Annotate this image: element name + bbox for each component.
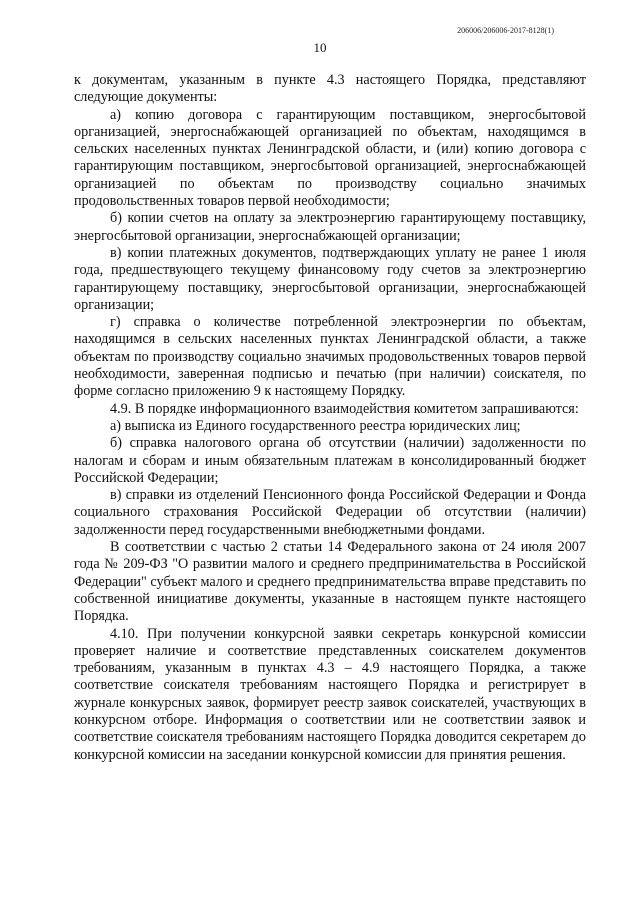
paragraph-federal-law: В соответствии с частью 2 статьи 14 Федерального закона от 24 июля 2007 года № 209-ФЗ "О развитии малого и среднего предпринимательства в Российской Федерации" субъект малого и среднего предпринимательства вправе представить по собственной инициативе документы, указанные в настоящем пункте настоящего Порядка. [74,539,586,625]
document-body [74,72,586,764]
document-id: 206006/206006-2017-8128(1) [457,26,554,35]
paragraph-item-g-certificate: г) справка о количестве потребленной электроэнергии по объектам, находящимся в сельских населенных пунктах Ленинградской области, а также объектам по производству социально значимых продовольственных товаров первой необходимости, заверенная подписью и печатью (при наличии) соискателя, по форме согласно приложению 9 к настоящему Порядку. [74,314,586,400]
paragraph-section-4-10: 4.10. При получении конкурсной заявки секретарь конкурсной комиссии проверяет наличие и соответствие представленных соискателем документов требованиям, указанным в пунктах 4.3 – 4.9 настоящего Порядка, а также соответствие соискателя требованиям настоящего Порядка и регистрирует в журнале конкурсных заявок, формирует реестр заявок соискателей, участвующих в конкурсном отборе. Информация о соответствии или не соответствии заявок и соответствие соискателя требованиям настоящего Порядка доводится секретарем до конкурсной комиссии на заседании конкурсной комиссии для принятия решения. [74,625,586,763]
paragraph-item-a-extract: а) выписка из Единого государственного реестра юридических лиц; [110,417,521,434]
paragraph-intro: к документам, указанным в пункте 4.3 настоящего Порядка, представляют следующие документы: [74,72,586,106]
paragraph-item-v-payments: в) копии платежных документов, подтверждающих уплату не ранее 1 июля года, предшествующего текущему финансовому году счетов за электроэнергию гарантирующему поставщику, энергосбытовой организации, энергоснабжающей организации; [74,244,586,313]
paragraph-item-v-funds: в) справки из отделений Пенсионного фонда Российской Федерации и Фонда социального страхования Российской Федерации об отсутствии (наличии) задолженности перед государственными внебюджетными фондами. [74,487,586,538]
paragraph-item-b-tax: б) справка налогового органа об отсутствии (наличии) задолженности по налогам и сборам и иным обязательным платежам в консолидированный бюджет Российской Федерации; [74,435,586,486]
paragraph-section-4-9: 4.9. В порядке информационного взаимодействия комитетом запрашиваются: [110,400,579,417]
paragraph-item-a-contract: а) копию договора с гарантирующим поставщиком, энергосбытовой организацией, энергоснабжающей организацией по объектам, находящимся в сельских населенных пунктах Ленинградской области, и (или) копию договора с гарантирующим поставщиком, энергосбытовой организацией, энергоснабжающей организацией по объектам по производству социально значимых продовольственных товаров первой необходимости; [74,106,586,210]
page-number: 10 [313,40,327,55]
paragraph-item-b-invoices: б) копии счетов на оплату за электроэнергию гарантирующему поставщику, энергосбытовой организации, энергоснабжающей организации; [74,210,586,244]
